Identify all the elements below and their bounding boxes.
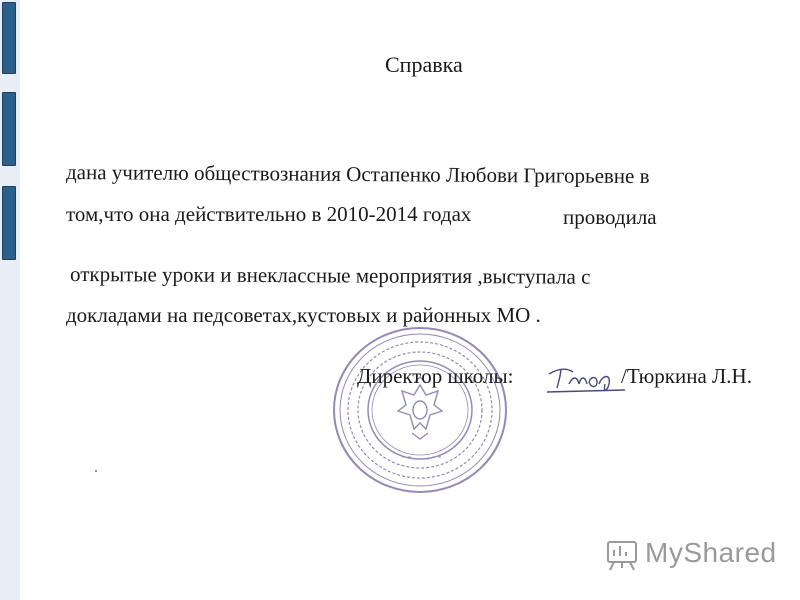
- body-line-2-end: проводила: [563, 205, 657, 229]
- slide-tab-2[interactable]: [2, 92, 16, 166]
- signature-label: Директор школы:: [357, 364, 514, 388]
- left-sidebar-strip: [0, 0, 20, 600]
- body-line-2: том,что она действительно в 2010-2014 годах: [66, 202, 472, 226]
- body-line-3: открытые уроки и внеклассные мероприятия ,выступала с: [69, 262, 591, 289]
- watermark-text: MyShared: [645, 537, 777, 568]
- handwritten-signature: [545, 362, 625, 398]
- body-line-4: докладами на педсоветах,кустовых и районных МО .: [66, 303, 541, 327]
- document-title: Справка: [385, 52, 463, 77]
- slide-tab-3[interactable]: [2, 186, 16, 260]
- director-name: /Тюркина Л.Н.: [621, 364, 752, 388]
- speck: [95, 470, 97, 472]
- body-line-1: дана учителю обществознания Остапенко Любови Григорьевне в: [65, 160, 650, 189]
- slide-tab-1[interactable]: [2, 2, 16, 74]
- official-stamp: [330, 325, 510, 495]
